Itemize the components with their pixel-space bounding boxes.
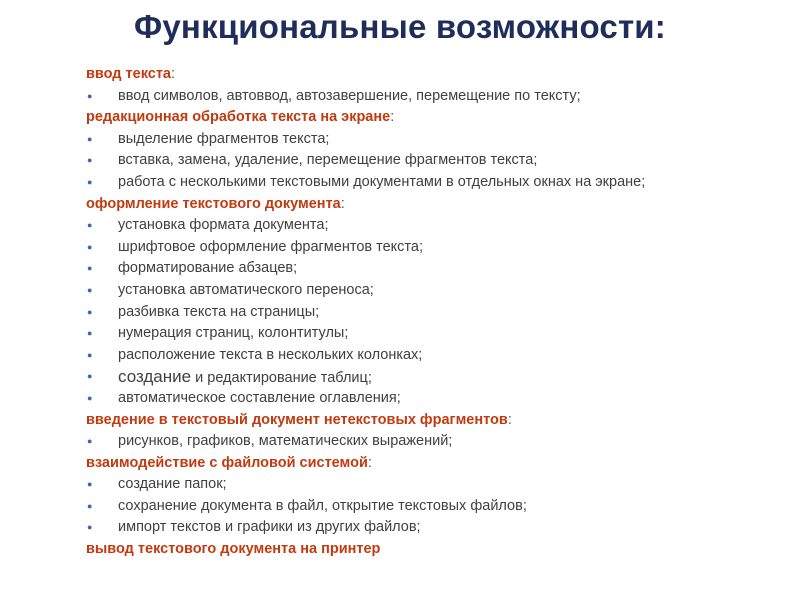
list-item: ● создание папок; bbox=[86, 474, 786, 496]
list-item: ● сохранение документа в файл, открытие текстовых файлов; bbox=[86, 496, 786, 518]
bullet-icon: ● bbox=[87, 263, 93, 274]
bullet-icon: ● bbox=[87, 133, 93, 144]
section-heading: ввод текста: bbox=[86, 66, 176, 82]
list-item: ● автоматическое составление оглавления; bbox=[86, 388, 786, 410]
list-item: ● выделение фрагментов текста; bbox=[86, 129, 786, 151]
list-item: ● шрифтовое оформление фрагментов текста; bbox=[86, 237, 786, 259]
section-heading: введение в текстовый документ нетекстовых фрагментов: bbox=[86, 411, 512, 428]
bullet-icon: ● bbox=[87, 479, 93, 490]
section-heading: вывод текстового документа на принтер bbox=[86, 541, 381, 558]
bullet-icon: ● bbox=[87, 306, 93, 317]
list-item: ● установка формата документа; bbox=[86, 215, 786, 237]
bullet-icon: ● bbox=[87, 284, 93, 295]
bullet-icon: ● bbox=[87, 436, 93, 447]
bullet-icon: ● bbox=[87, 176, 93, 187]
list-item: ● нумерация страниц, колонтитулы; bbox=[86, 323, 786, 345]
bullet-icon: ● bbox=[87, 155, 93, 166]
list-item: ● разбивка текста на страницы; bbox=[86, 302, 786, 324]
section-heading: редакционная обработка текста на экране: bbox=[86, 109, 395, 126]
list-item: ● создание и редактирование таблиц; bbox=[87, 367, 372, 387]
list-item: ● расположение текста в нескольких колонках; bbox=[86, 345, 786, 367]
list-item: ● форматирование абзацев; bbox=[86, 258, 786, 280]
bullet-icon: ● bbox=[87, 500, 93, 511]
list-item: ● работа с несколькими текстовыми документами в отдельных окнах на экране; bbox=[86, 172, 786, 194]
bullet-icon: ● bbox=[87, 328, 93, 339]
list-item: ● вставка, замена, удаление, перемещение фрагментов текста; bbox=[86, 150, 786, 172]
bullet-icon: ● bbox=[87, 522, 93, 533]
bullet-icon: ● bbox=[87, 241, 93, 252]
list-item: ● рисунков, графиков, математических выражений; bbox=[86, 431, 786, 453]
page-title: Функциональные возможности: bbox=[134, 8, 666, 45]
section-heading: взаимодействие с файловой системой: bbox=[86, 454, 372, 471]
list-item: ● установка автоматического переноса; bbox=[86, 280, 786, 302]
bullet-icon: ● bbox=[87, 392, 93, 403]
bullet-icon: ● bbox=[87, 220, 93, 231]
bullet-icon: ● bbox=[87, 349, 93, 360]
section-heading: оформление текстового документа: bbox=[86, 195, 345, 212]
feature-list bbox=[86, 64, 786, 561]
list-item: ● импорт текстов и графики из других файлов; bbox=[86, 517, 786, 539]
bullet-icon: ● bbox=[87, 371, 93, 382]
bullet-icon: ● bbox=[87, 90, 93, 101]
list-item: ● ввод символов, автоввод, автозавершение, перемещение по тексту; bbox=[86, 86, 786, 108]
